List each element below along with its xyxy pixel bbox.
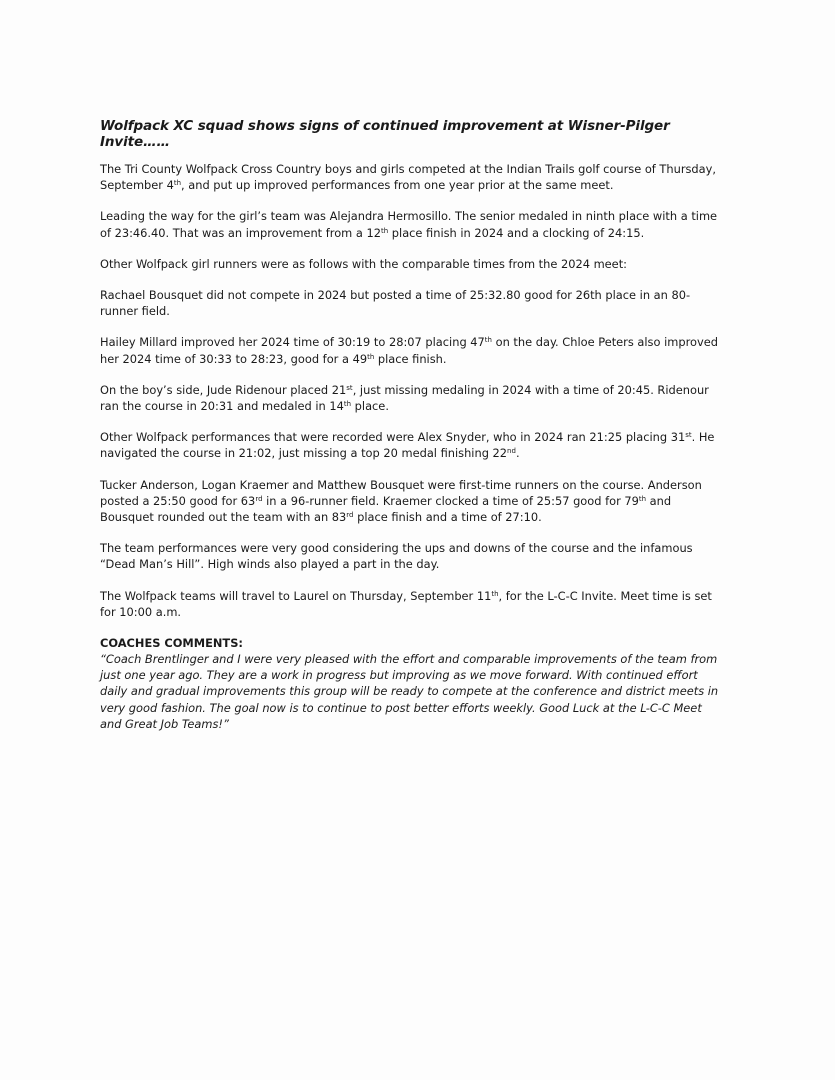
paragraph-hermosillo: Leading the way for the girl’s team was Alejandra Hermosillo. The senior medaled in ninth place with a time of 23:46.40. That was an improvement from a 12th place finish in 2024 and a clocking of 24:15.	[100, 209, 718, 240]
paragraph-millard-peters: Hailey Millard improved her 2024 time of 30:19 to 28:07 placing 47th on the day. Chloe Peters also improved her 2024 time of 30:33 to 28:23, good for a 49th place finish.	[100, 335, 718, 366]
coaches-comments-heading: COACHES COMMENTS:	[100, 636, 243, 651]
article-title: Wolfpack XC squad shows signs of continued improvement at Wisner-Pilger Invite……	[100, 118, 670, 150]
paragraph-girls-intro: Other Wolfpack girl runners were as follows with the comparable times from the 2024 meet:	[100, 256, 627, 271]
article-body	[100, 118, 720, 732]
paragraph-first-time-runners: Tucker Anderson, Logan Kraemer and Matthew Bousquet were first-time runners on the course. Anderson posted a 25:50 good for 63rd in a 96-runner field. Kraemer clocked a time of 25:57 good for 79th and Bousquet rounded out the team with an 83rd place finish and a time of 27:10.	[100, 477, 702, 525]
paragraph-next-meet: The Wolfpack teams will travel to Laurel on Thursday, September 11th, for the L-C-C Invite. Meet time is set for 10:00 a.m.	[100, 588, 712, 619]
paragraph-intro: The Tri County Wolfpack Cross Country boys and girls competed at the Indian Trails golf course of Thursday, September 4th, and put up improved performances from one year prior at the same meet.	[100, 162, 717, 193]
coaches-comments-quote: “Coach Brentlinger and I were very pleased with the effort and comparable improvements of the team from just one year ago. They are a work in progress but improving as we move forward. With continued effort daily and gradual improvements this group will be ready to compete at the conference and district meets in very good fashion. The goal now is to continue to post better efforts weekly. Good Luck at the L-C-C Meet and Great Job Teams!”	[100, 652, 719, 731]
paragraph-snyder: Other Wolfpack performances that were recorded were Alex Snyder, who in 2024 ran 21:25 placing 31st. He navigated the course in 21:02, just missing a top 20 medal finishing 22nd.	[100, 430, 715, 461]
paragraph-ridenour: On the boy’s side, Jude Ridenour placed 21st, just missing medaling in 2024 with a time of 20:45. Ridenour ran the course in 20:31 and medaled in 14th place.	[100, 382, 709, 414]
paragraph-team-performance: The team performances were very good considering the ups and downs of the course and the infamous “Dead Man’s Hill”. High winds also played a part in the day.	[100, 541, 693, 572]
paragraph-bousquet: Rachael Bousquet did not compete in 2024 but posted a time of 25:32.80 good for 26th place in an 80-runner field.	[100, 288, 691, 319]
